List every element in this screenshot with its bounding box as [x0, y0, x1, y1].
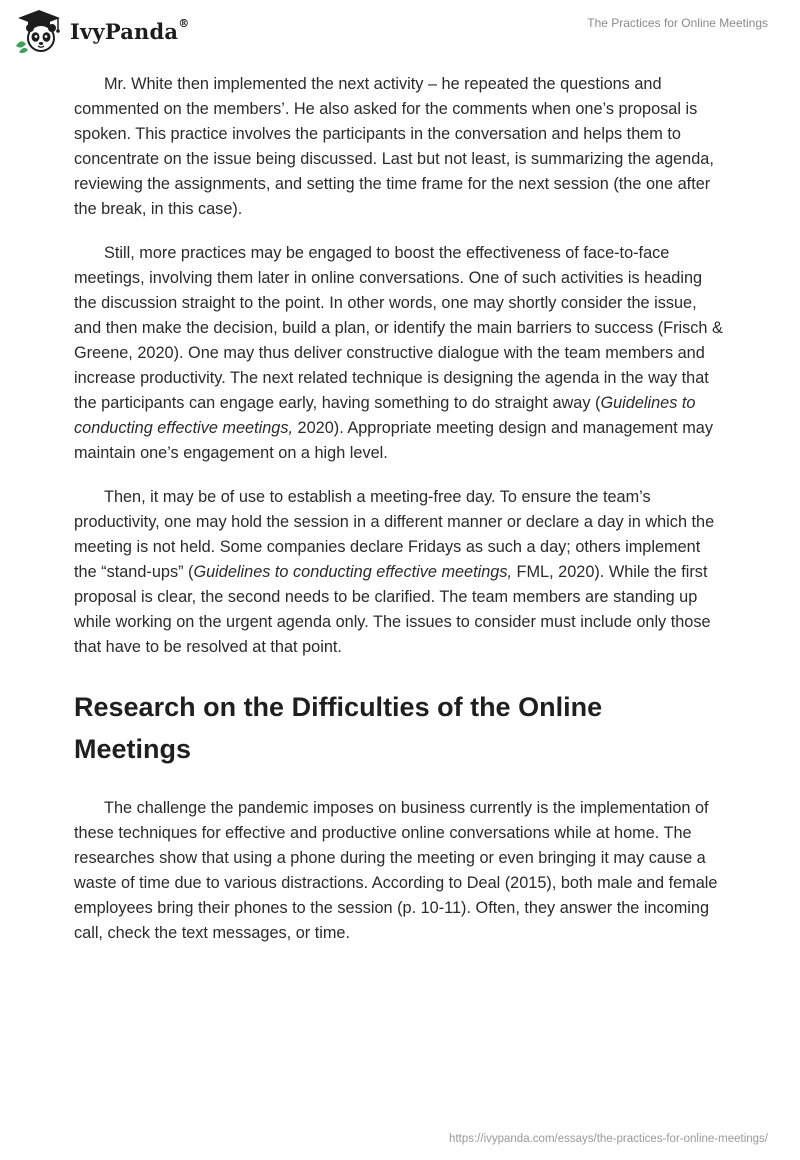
- paragraph-3-text-a: Then, it may be of use to establish a meeting-free day. To ensure the team’s productivity, one may hold the session in a different manner or declare a day in which the meeting is not held. Some companies declare Fridays as such a day; others implement the “stand-ups” (: [74, 488, 715, 581]
- article-body: [74, 72, 726, 965]
- source-url[interactable]: https://ivypanda.com/essays/the-practices-for-online-meetings/: [449, 1133, 768, 1145]
- ivypanda-logo[interactable]: [14, 8, 189, 54]
- paragraph-3-text-b: FML, 2020). While the first proposal is clear, the second needs to be clarified. The team members are standing up while working on the urgent agenda only. The issues to consider must include only those that have to be resolved at that point.: [74, 563, 711, 656]
- page-header: [0, 0, 800, 60]
- panda-graduate-icon: [14, 8, 64, 54]
- paragraph-2-text-b: 2020). Appropriate meeting design and management may maintain one’s engagement on a high level.: [74, 419, 713, 462]
- section-heading: Research on the Difficulties of the Online Meetings: [74, 692, 603, 764]
- registered-mark: ®: [178, 16, 190, 30]
- paragraph-3-citation-title: Guidelines to conducting effective meetings,: [193, 563, 513, 581]
- paragraph-4: The challenge the pandemic imposes on business currently is the implementation of these techniques for effective and productive online conversations while at home. The researches show that using a phone during the meeting or even bringing it may cause a waste of time due to various distractions. According to Deal (2015), both male and female employees bring their phones to the session (p. 10-11). Often, they answer the incoming call, check the text messages, or time.: [74, 799, 718, 942]
- paragraph-1: Mr. White then implemented the next activity – he repeated the questions and commented on the members’. He also asked for the comments when one’s proposal is spoken. This practice involves the participants in the conversation and helps them to concentrate on the issue being discussed. Last but not least, is summarizing the agenda, reviewing the assignments, and setting the time frame for the next session (the one after the break, in this case).: [74, 75, 714, 218]
- brand-name: IvyPanda®: [70, 16, 190, 44]
- paragraph-2: [74, 241, 726, 466]
- paragraph-3: [74, 485, 726, 660]
- running-title: The Practices for Online Meetings: [587, 16, 768, 30]
- paragraph-2-citation-title: Guidelines to conducting effective meetings,: [74, 394, 696, 437]
- paragraph-2-text-a: Still, more practices may be engaged to boost the effectiveness of face-to-face meetings, involving them later in online conversations. One of such activities is heading the discussion straight to the point. In other words, one may shortly consider the issue, and then make the decision, build a plan, or identify the main barriers to success (Frisch & Greene, 2020). One may thus deliver constructive dialogue with the team members and increase productivity. The next related technique is designing the agenda in the way that the participants can engage early, having something to do straight away (: [74, 244, 723, 412]
